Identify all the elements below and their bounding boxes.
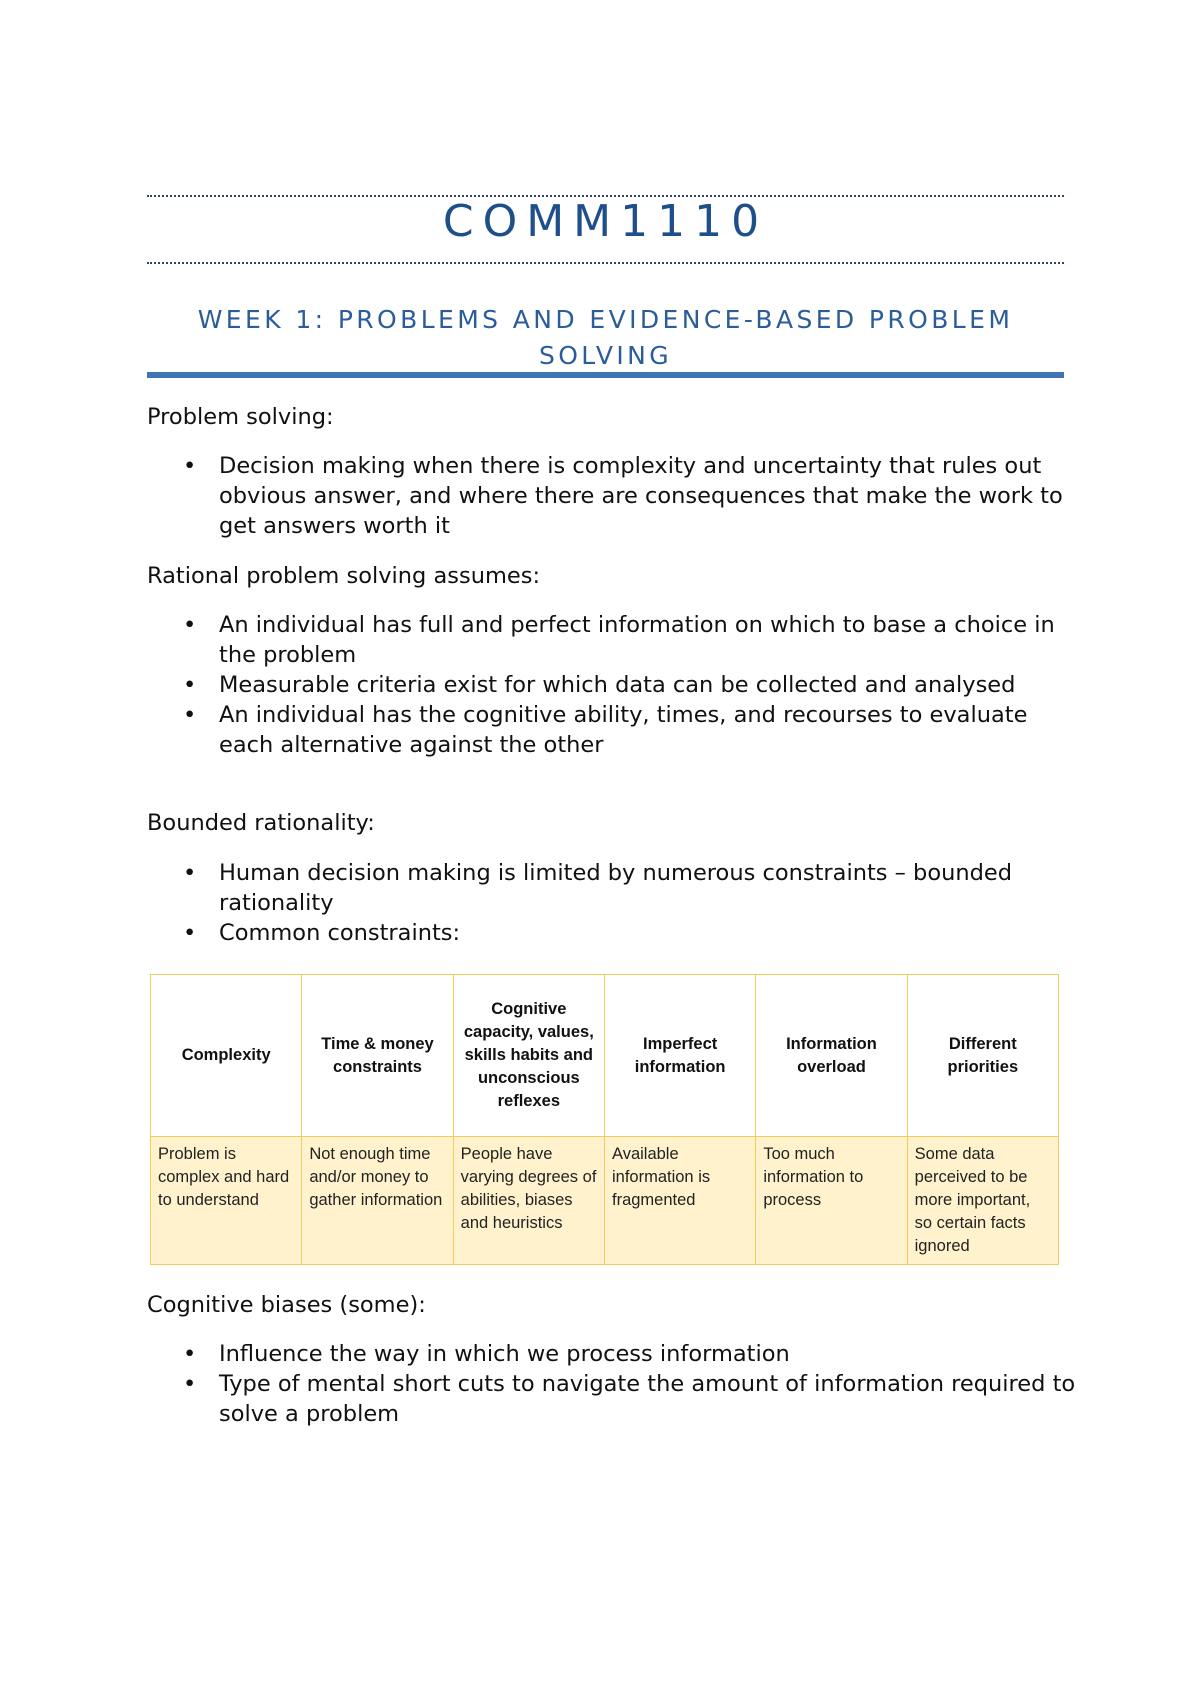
table-header-cell: Cognitive capacity, values, skills habits and unconscious reflexes	[453, 975, 604, 1137]
list-item: • Measurable criteria exist for which data can be collected and analysed	[183, 672, 1016, 698]
page-subtitle: WEEK 1: PROBLEMS AND EVIDENCE-BASED PROBLEM SOLVING	[197, 305, 1014, 370]
table-header-cell: Information overload	[756, 975, 907, 1137]
table-cell: Some data perceived to be more important, so certain facts ignored	[907, 1137, 1058, 1265]
list-rational	[147, 610, 1077, 760]
table-cell: People have varying degrees of abilities, biases and heuristics	[453, 1137, 604, 1265]
table-header-cell: Different priorities	[907, 975, 1058, 1137]
bullet-icon: •	[183, 672, 197, 698]
table-header-cell: Time & money constraints	[302, 975, 453, 1137]
bullet-icon: •	[183, 920, 197, 946]
table-header-row	[151, 975, 1059, 1137]
constraints-table	[150, 974, 1059, 1265]
table-cell: Too much information to process	[756, 1137, 907, 1265]
page-title: COMM1110	[442, 196, 769, 247]
bullet-icon: •	[183, 860, 197, 886]
table-header-cell: Complexity	[151, 975, 302, 1137]
bullet-icon: •	[183, 702, 197, 728]
table-header-cell: Imperfect information	[604, 975, 755, 1137]
list-item: • An individual has full and perfect information on which to base a choice in the problem	[183, 612, 1055, 668]
heading-cognitive-biases: Cognitive biases (some):	[147, 1292, 426, 1318]
list-item: • Type of mental short cuts to navigate the amount of information required to solve a problem	[183, 1371, 1076, 1427]
bullet-icon: •	[183, 453, 197, 479]
table-row	[151, 1137, 1059, 1265]
list-biases	[147, 1339, 1077, 1429]
table-cell: Available information is fragmented	[604, 1137, 755, 1265]
heading-bounded-rationality: Bounded rationality:	[147, 810, 375, 836]
table-cell: Not enough time and/or money to gather information	[302, 1137, 453, 1265]
list-bounded	[147, 858, 1077, 948]
list-item: • Common constraints:	[183, 920, 461, 946]
subtitle-rule	[147, 372, 1064, 378]
heading-problem-solving: Problem solving:	[147, 404, 334, 430]
bullet-icon: •	[183, 1341, 197, 1367]
list-item: • Decision making when there is complexity and uncertainty that rules out obvious answer, and where there are consequences that make the work to get answers worth it	[183, 453, 1063, 539]
list-item: • An individual has the cognitive ability, times, and recourses to evaluate each alternative against the other	[183, 702, 1028, 758]
list-problem-solving	[147, 451, 1077, 541]
table-cell: Problem is complex and hard to understand	[151, 1137, 302, 1265]
list-item: • Human decision making is limited by numerous constraints – bounded rationality	[183, 860, 1013, 916]
heading-rational-problem-solving: Rational problem solving assumes:	[147, 563, 541, 589]
title-bottom-rule	[147, 262, 1064, 264]
bullet-icon: •	[183, 1371, 197, 1397]
list-item: • Influence the way in which we process information	[183, 1341, 790, 1367]
bullet-icon: •	[183, 612, 197, 638]
